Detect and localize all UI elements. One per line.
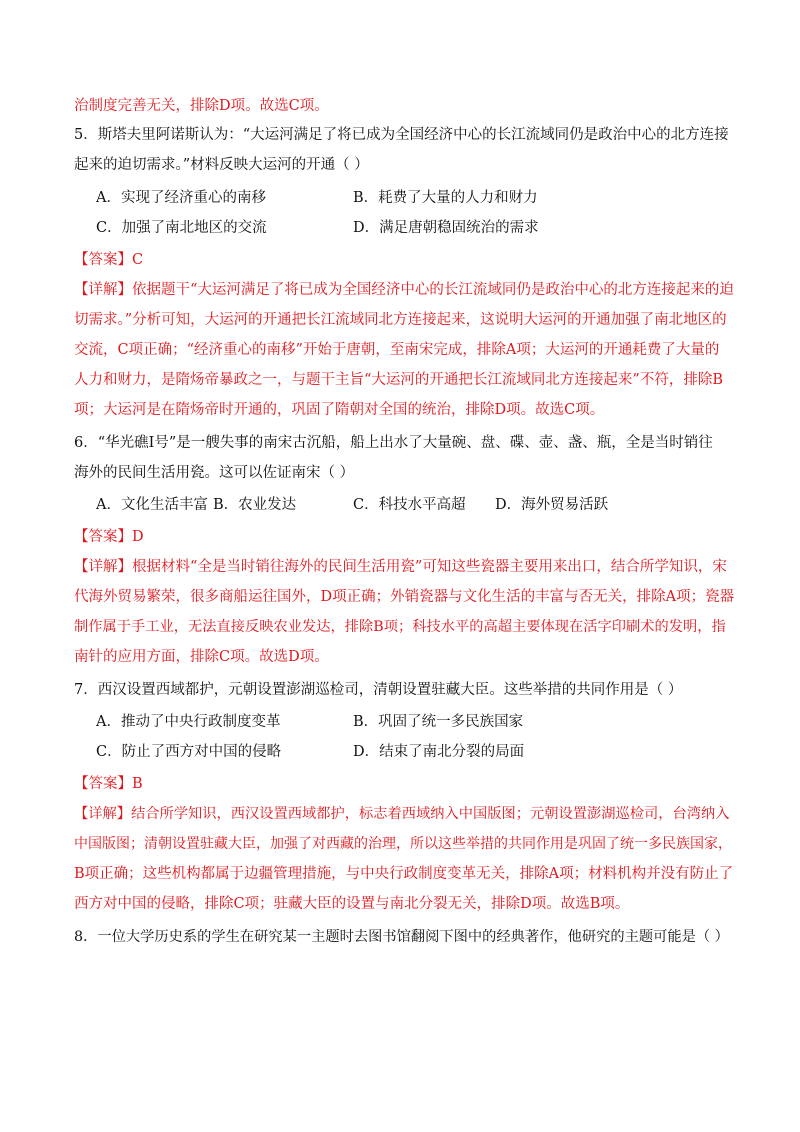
question-6-option-b: B．农业发达 [213,497,297,513]
question-6-explanation-line: 【详解】根据材料“全是当时销往海外的民间生活用瓷”可知这些瓷器主要用来出口，结合所学知识，宋 [74,559,727,575]
question-7-stem-line-1: 7．西汉设置西域都护，元朝设置澎湖巡检司，清朝设置驻藏大臣。这些举措的共同作用是（ ） [74,682,683,698]
question-6-explanation-line: 南针的应用方面，排除C项。故选D项。 [74,649,329,665]
question-5-stem-line-1: 5．斯塔夫里阿诺斯认为：“大运河满足了将已成为全国经济中心的长江流域同仍是政治中心的北方连接 [74,127,729,143]
question-7-explanation-line: B项正确；这些机构都属于边疆管理措施，与中央行政制度变革无关，排除A项；材料机构并没有防止了 [74,866,734,882]
question-7-option-b: B．巩固了统一多民族国家 [353,714,524,730]
question-5-option-a: A．实现了经济重心的南移 [96,190,266,206]
question-5-option-b: B．耗费了大量的人力和财力 [353,190,538,206]
question-6-answer: 【答案】D [74,529,144,545]
question-5-explanation-line: 项；大运河是在隋炀帝时开通的，巩固了隋朝对全国的统治，排除D项。故选C项。 [74,402,605,418]
question-7-answer: 【答案】B [74,776,143,792]
question-6-explanation-line: 代海外贸易繁荣，很多商船运往国外，D项正确；外销瓷器与文化生活的丰富与否无关，排除A项；瓷器 [74,589,735,605]
question-7-explanation-line: 中国版图；清朝设置驻藏大臣，加强了对西藏的治理，所以这些举措的共同作用是巩固了统一多民族国家， [74,836,732,852]
question-7-explanation-line: 【详解】结合所学知识，西汉设置西域都护，标志着西域纳入中国版图；元朝设置澎湖巡检司，台湾纳入 [74,806,730,822]
question-5-explanation-line: 【详解】依据题干“大运河满足了将已成为全国经济中心的长江流域同仍是政治中心的北方连接起来的迫 [74,282,734,298]
question-7-explanation-line: 西方对中国的侵略，排除C项；驻藏大臣的设置与南北分裂无关，排除D项。故选B项。 [74,896,630,912]
question-6-option-c: C．科技水平高超 [353,497,466,513]
question-6-explanation-line: 制作属于手工业，无法直接反映农业发达，排除B项；科技水平的高超主要体现在活字印刷术的发明，指 [74,619,726,635]
question-6-option-d: D．海外贸易活跃 [495,497,609,513]
question-7-option-a: A．推动了中央行政制度变革 [96,714,281,730]
question-5-explanation-line: 切需求。”分析可知，大运河的开通把长江流域同北方连接起来，这说明大运河的开通加强了南北地区的 [74,312,727,328]
question-7-option-c: C．防止了西方对中国的侵略 [96,744,282,760]
question-6-stem-line-1: 6．“华光礁Ⅰ号”是一艘失事的南宋古沉船，船上出水了大量碗、盘、碟、壶、盏、瓶，全是当时销往 [74,435,713,451]
question-6-stem-line-2: 海外的民间生活用瓷。这可以佐证南宋（ ） [74,465,355,481]
previous-explanation-tail: 治制度完善无关，排除D项。故选C项。 [74,98,329,114]
question-5-option-c: C．加强了南北地区的交流 [96,220,267,236]
question-5-explanation-line: 人力和财力，是隋炀帝暴政之一，与题干主旨“大运河的开通把长江流域同北方连接起来”不符，排除B [74,372,723,388]
question-5-stem-line-2: 起来的迫切需求。”材料反映大运河的开通（ ） [74,157,369,173]
question-7-option-d: D．结束了南北分裂的局面 [353,744,525,760]
question-8-stem-line-1: 8．一位大学历史系的学生在研究某一主题时去图书馆翻阅下图中的经典著作，他研究的主题可能是（ ） [74,929,729,945]
question-6-option-a: A．文化生活丰富 [96,497,208,513]
question-5-explanation-line: 交流，C项正确；“经济重心的南移”开始于唐朝，至南宋完成，排除A项；大运河的开通耗费了大量的 [74,342,720,358]
question-5-answer: 【答案】C [74,252,144,268]
question-5-option-d: D．满足唐朝稳固统治的需求 [353,220,539,236]
